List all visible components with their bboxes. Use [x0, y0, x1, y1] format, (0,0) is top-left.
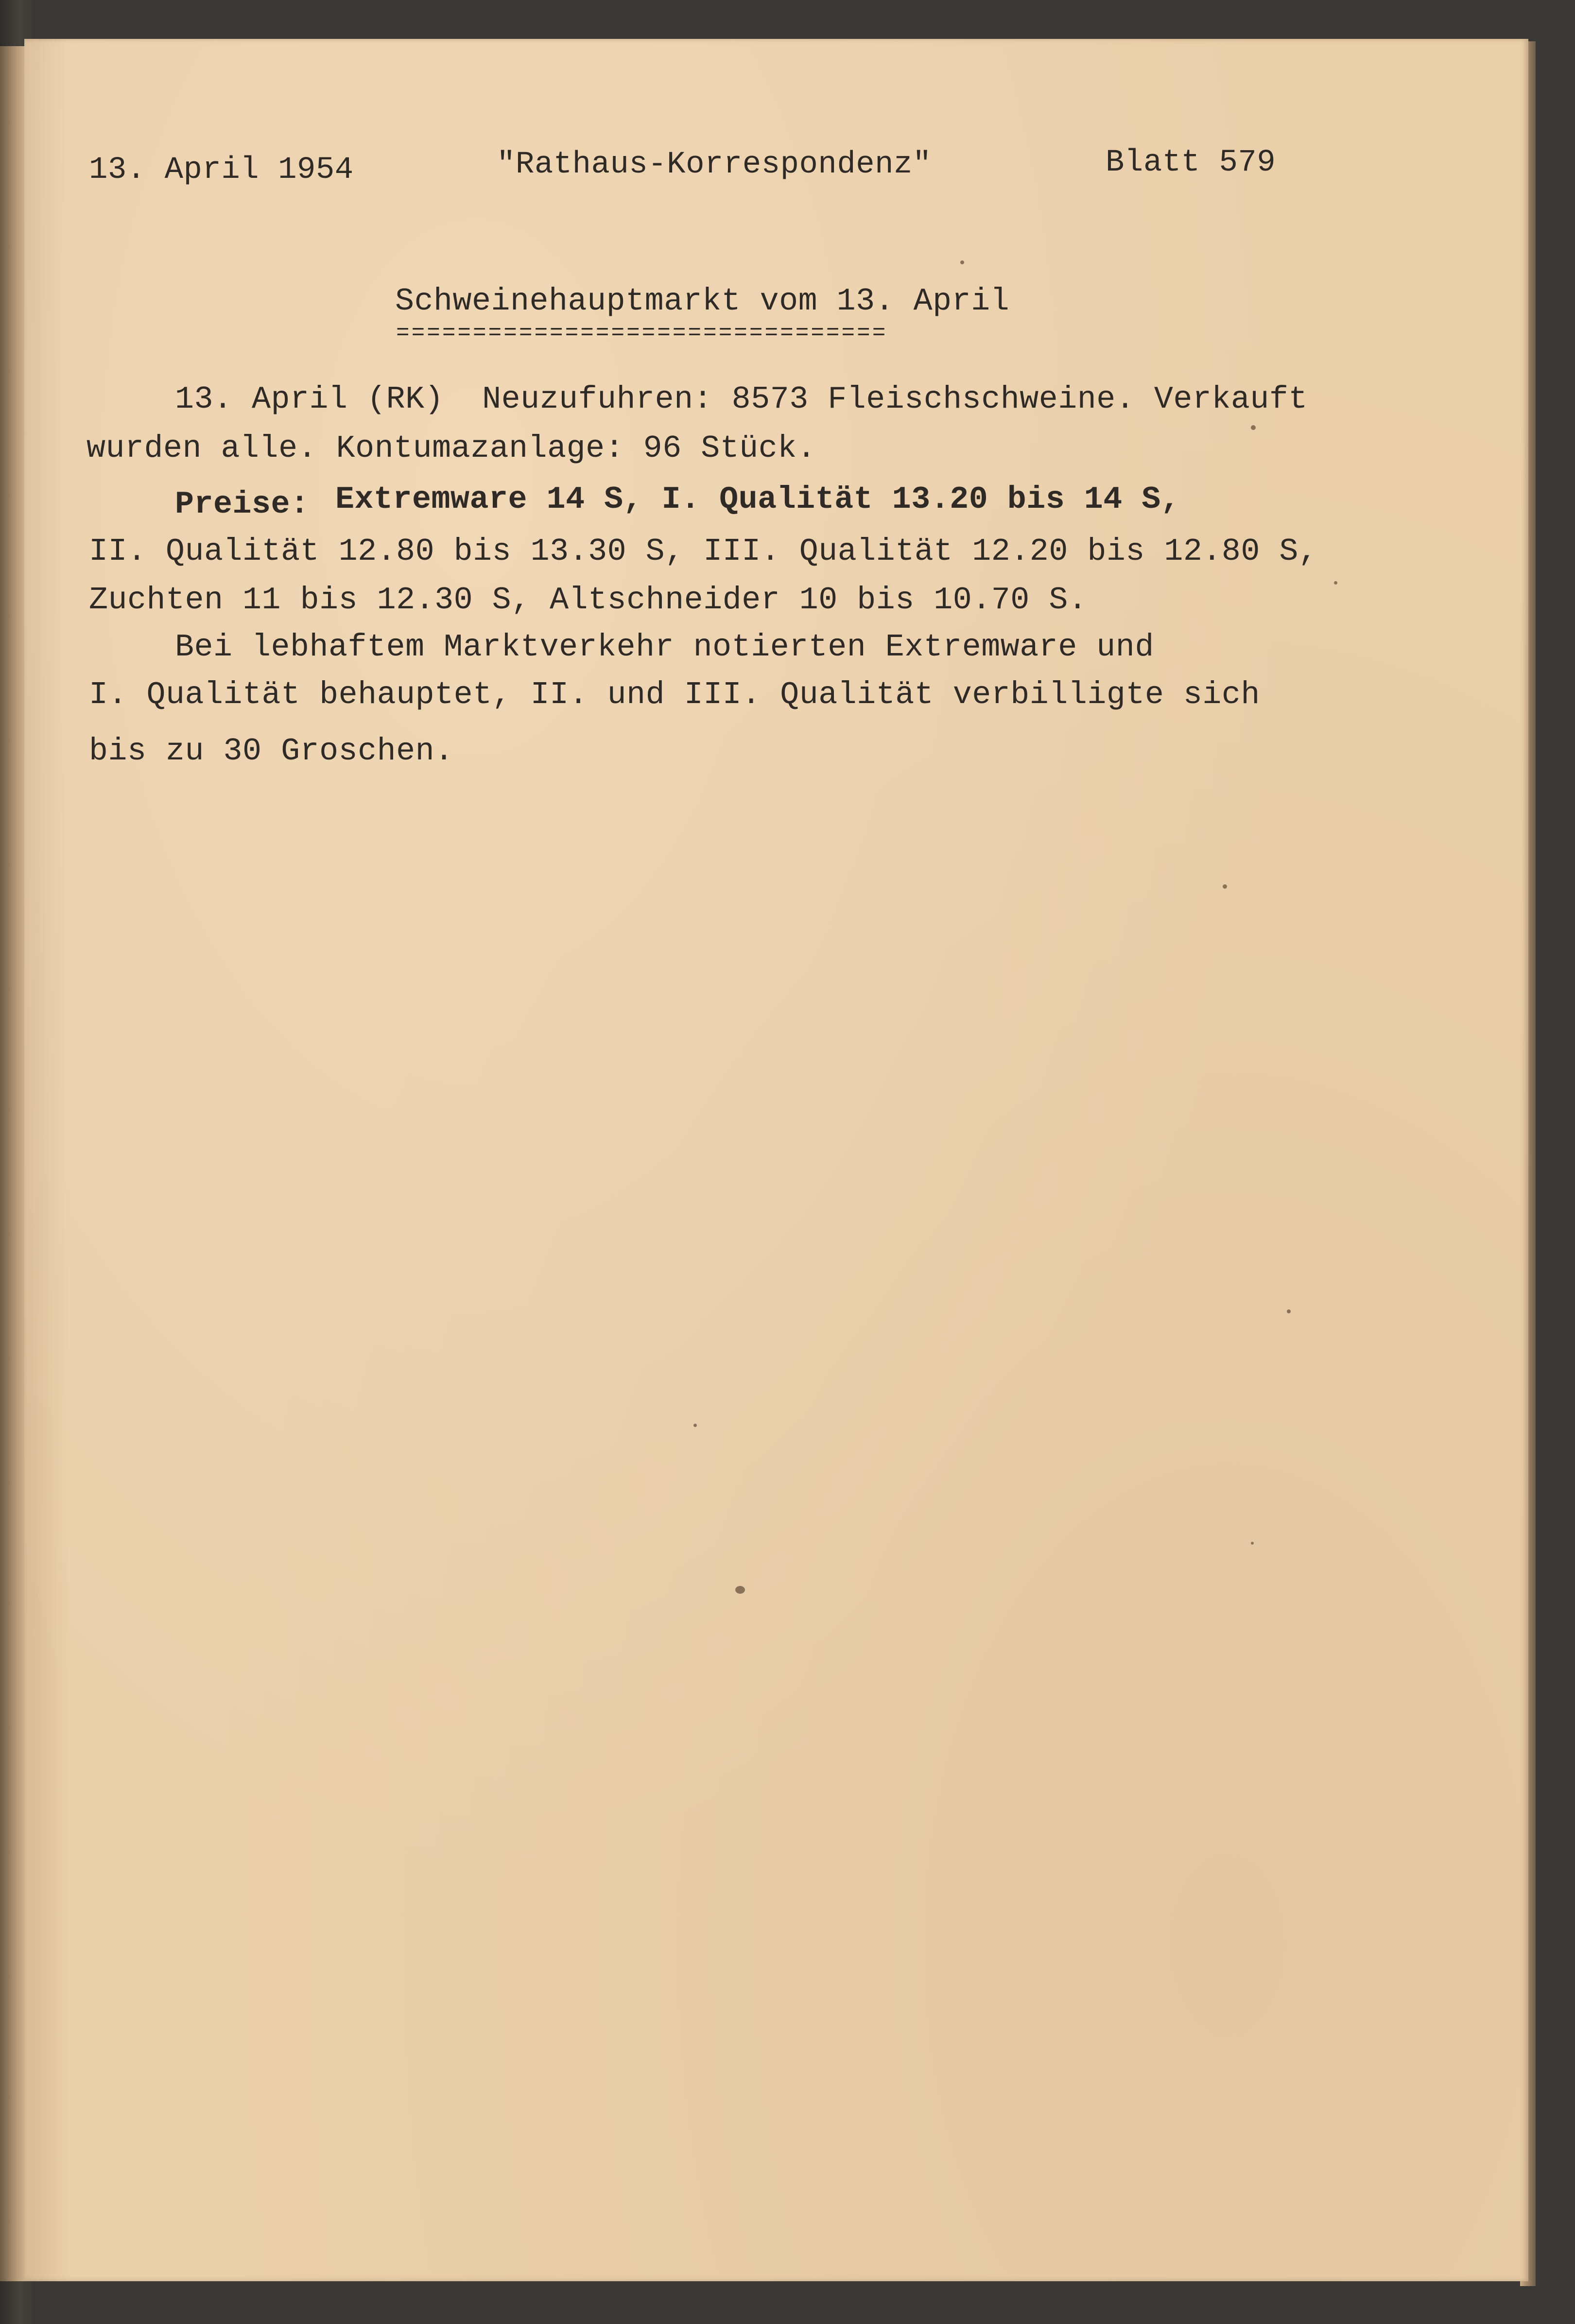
paper-speck	[1251, 1542, 1254, 1545]
paper-speck	[1251, 425, 1256, 430]
body-line-6: I. Qualität behauptet, II. und III. Qualität verbilligte sich	[89, 677, 1260, 713]
paper-speck	[960, 260, 964, 264]
header-sheet-number: Blatt 579	[1106, 145, 1276, 180]
paper-speck	[1334, 581, 1337, 585]
body-line-4: Zuchten 11 bis 12.30 S, Altschneider 10 bis 10.70 S.	[89, 582, 1088, 618]
body-line-1: 13. April (RK) Neuzufuhren: 8573 Fleischschweine. Verkauft	[175, 381, 1308, 417]
body-line-7: bis zu 30 Groschen.	[89, 733, 454, 769]
prices-label: Preise:	[175, 486, 310, 522]
body-line-5: Bei lebhaftem Marktverkehr notierten Extremware und	[175, 629, 1154, 665]
prices-first-line: Extremware 14 S, I. Qualität 13.20 bis 14 S,	[335, 482, 1180, 517]
header-publication: "Rathaus-Korrespondenz"	[497, 147, 932, 182]
document-page	[24, 39, 1528, 2281]
paper-speck	[1223, 884, 1227, 889]
header-date: 13. April 1954	[89, 153, 354, 188]
paper-speck	[693, 1424, 697, 1427]
body-line-3: II. Qualität 12.80 bis 13.30 S, III. Qualität 12.20 bis 12.80 S,	[89, 534, 1318, 569]
paper-speck	[735, 1586, 745, 1594]
body-line-2: wurden alle. Kontumazanlage: 96 Stück.	[87, 430, 816, 466]
title-underline: ================================	[396, 321, 888, 346]
article-title: Schweinehauptmarkt vom 13. April	[395, 283, 1010, 319]
paper-speck	[1287, 1309, 1291, 1313]
